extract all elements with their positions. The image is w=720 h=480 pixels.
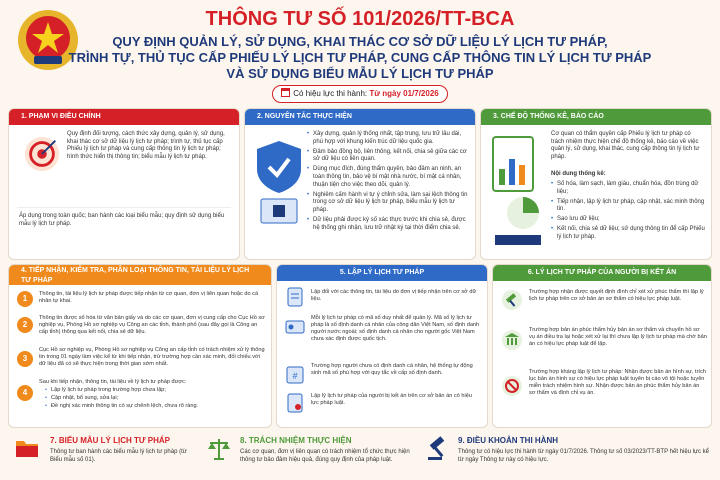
section-intake (8, 264, 272, 428)
step-number: 3 (17, 351, 33, 367)
section-principles (244, 108, 476, 260)
reporting-list (551, 181, 705, 244)
auto-code-icon (285, 365, 305, 385)
intake-row: Sau khi tiếp nhận, thông tin, tài liệu về lý lịch tư pháp được: (39, 379, 187, 385)
document-title: THÔNG TƯ SỐ 101/2026/TT-BCA (205, 8, 515, 30)
reporting-subtitle: Nội dung thống kê: (551, 171, 606, 177)
list-item: • Cập nhật, bổ sung, sửa lại; (45, 395, 265, 402)
record-row: Trường hợp người chưa có định danh cá nhân, hệ thống tự động sinh mã số phù hợp với quy tắc về cấp số định danh. (311, 363, 473, 376)
principles-list (307, 131, 471, 235)
footer-forms-title: 7. BIỂU MẪU LÝ LỊCH TƯ PHÁP (50, 436, 170, 445)
footer-enforcement-text: Thông tư có hiệu lực thi hành từ ngày 01/7/2026. Thông tư số 03/2023/TT-BTP hết hiệu lực kể từ ngày Thông tư này có hiệu lực. (458, 449, 710, 463)
subtitle-line: TRÌNH TỰ, THỦ TỤC CẤP PHIẾU LÝ LỊCH TƯ PHÁP, CUNG CẤP THÔNG TIN LÝ LỊCH TƯ PHÁP (68, 50, 652, 65)
section-reporting (480, 108, 712, 260)
step-number: 1 (17, 291, 33, 307)
footer-responsibility-text: Các cơ quan, đơn vị liên quan có trách nhiệm tổ chức thực hiện thông tư bảo đảm hiệu quả, đúng quy định của pháp luật. (240, 449, 410, 463)
section-scope-text-2: Áp dụng trong toàn quốc; ban hành các loại biểu mẫu; quy định sử dụng biểu mẫu lý lịch tư pháp. (19, 213, 225, 227)
list-item: • Dữ liệu phải được ký số xác thực trước khi chia sẻ, được hệ thống ghi nhận, lưu trữ nhật ký tại thời điểm chia sẻ. (307, 217, 471, 232)
effective-label: Có hiệu lực thi hành: (293, 89, 368, 98)
section-scope (8, 108, 240, 260)
list-item: • Xây dựng, quản lý thống nhất, tập trung, lưu trữ lâu dài, phù hợp với khung kiến trúc dữ liệu quốc gia. (307, 131, 471, 146)
section-principles-title: 2. NGUYÊN TẮC THỰC HIỆN (245, 109, 475, 125)
list-item: • Nghiêm cấm hành vi tự ý chỉnh sửa, làm sai lệch thông tin trong cơ sở dữ liệu lý lịch tư pháp, biểu mẫu lý lịch tư pháp. (307, 192, 471, 215)
footer-enforcement-title: 9. ĐIỀU KHOẢN THI HÀNH (458, 436, 559, 445)
document-icon (285, 287, 305, 307)
convicted-row: Trường hợp kháng lập lý lịch tư pháp: Nhận được bản án hình sự, trích lục bản án hình sự có hiệu lực pháp luật tuyên bị cáo vô tội hoặc tuyên miễn trách nhiệm hình sự. Nhận được bản án phúc thẩm hủy bản án sơ thẩm và đình chỉ vụ án. (529, 369, 706, 396)
convicted-row: Trường hợp bản án phúc thẩm hủy bản án sơ thẩm và chuyển hồ sơ vụ án điều tra lại hoặc xét xử lại thì chưa lập lý lịch tư pháp mà chờ bản án có hiệu lực pháp luật để lập. (529, 327, 707, 347)
list-item: • Dùng mục đích, đúng thẩm quyền, bảo đảm an ninh, an toàn thông tin, bảo vệ bí mật nhà nước, bí mật cá nhân, thuận tiện cho việc theo dõi, quản lý. (307, 166, 471, 189)
intake-row: Thông tin, tài liệu lý lịch tư pháp được tiếp nhận từ cơ quan, đơn vị liên quan hoặc do cá nhân tự khai. (39, 291, 259, 304)
intake-row: Thông tin được số hóa từ văn bản giấy và do các cơ quan, đơn vị cung cấp cho Cục Hồ sơ nghiệp vụ, Phòng Hồ sơ nghiệp vụ Công an các tỉnh, thành phố (sau đây gọi là Công an cấp tỉnh) thông qua kết nối, chia sẻ dữ liệu. (39, 315, 265, 335)
id-card-icon (285, 317, 305, 337)
section-convicted (492, 264, 712, 428)
divider (17, 207, 231, 208)
section-convicted-title: 6. LÝ LỊCH TƯ PHÁP CỦA NGƯỜI BỊ KẾT ÁN (493, 265, 711, 281)
document-subtitle (0, 34, 720, 82)
shield-lock-icon (251, 137, 307, 233)
gavel-icon (501, 289, 523, 311)
list-item: • Sao lưu dữ liệu; (551, 216, 705, 224)
step-number: 2 (17, 317, 33, 333)
header (0, 0, 720, 104)
step-number: 4 (17, 385, 33, 401)
no-record-icon (501, 375, 523, 397)
court-icon (501, 329, 523, 351)
convicted-row: Trường hợp nhận được quyết định đình chỉ xét xử phúc thẩm thì lập lý lịch tư pháp trên cơ sở bản án sơ thẩm có hiệu lực pháp luật. (529, 289, 704, 302)
section-scope-title: 1. PHẠM VI ĐIỀU CHỈNH (9, 109, 239, 125)
record-row: Lập đối với các thông tin, tài liệu do đơn vị tiếp nhận trên cơ sở dữ liệu. (311, 289, 477, 302)
target-icon (23, 135, 61, 173)
section-scope-text: Quy định đối tượng, cách thức xây dựng, quản lý, sử dụng, khai thác cơ sở dữ liệu lý lịch tư pháp; trình tự, thủ tục cấp Phiếu lý lịch tư pháp và cung cấp thông tin lý lịch tư pháp; hình thức hiển thị thông tin; biểu mẫu lý lịch tư pháp. (67, 131, 225, 160)
calendar-icon (281, 88, 290, 97)
list-item: • Kết nối, chia sẻ dữ liệu; sử dụng thông tin để cấp Phiếu lý lịch tư pháp. (551, 226, 705, 241)
subtitle-line: VÀ SỬ DỤNG BIỂU MẪU LÝ LỊCH TƯ PHÁP (226, 66, 494, 81)
intake-sublist (45, 387, 265, 411)
scales-icon (206, 436, 232, 462)
verdict-document-icon (285, 393, 305, 413)
record-row: Mỗi lý lịch tư pháp có mã số duy nhất để quản lý. Mã số lý lịch tư pháp là số định danh cá nhân của công dân Việt Nam, số định danh người nước ngoài; số định danh cá nhân cho người gốc Việt Nam chưa xác định được quốc tịch. (311, 315, 480, 342)
list-item: • Đảm bảo đồng bộ, liên thông, kết nối, chia sẻ giữa các cơ sở dữ liệu có liên quan. (307, 149, 471, 164)
list-item: • Số hóa, làm sạch, làm giàu, chuẩn hóa, đồn trùng dữ liệu; (551, 181, 705, 196)
footer-forms-text: Thông tư ban hành các biểu mẫu lý lịch tư pháp (từ Biểu mẫu số 01). (50, 449, 187, 463)
section-create-record-title: 5. LẬP LÝ LỊCH TƯ PHÁP (277, 265, 487, 281)
gavel-icon (424, 434, 452, 462)
record-row: Lập lý lịch tư pháp của người bị kết án trên cơ sở bản án có hiệu lực pháp luật. (311, 393, 472, 406)
section-create-record (276, 264, 488, 428)
list-item: • Đề nghị xác minh thông tin có sự chênh lệch, chưa rõ ràng. (45, 403, 265, 410)
effective-date: Từ ngày 01/7/2026 (369, 89, 439, 98)
section-reporting-title: 3. CHẾ ĐỘ THỐNG KÊ, BÁO CÁO (481, 109, 711, 125)
chart-report-icon (489, 135, 547, 251)
subtitle-line: QUY ĐỊNH QUẢN LÝ, SỬ DỤNG, KHAI THÁC CƠ SỞ DỮ LIỆU LÝ LỊCH TƯ PHÁP, (112, 34, 608, 49)
intake-row: Cục Hồ sơ nghiệp vụ, Phòng Hồ sơ nghiệp vụ Công an cấp tỉnh có trách nhiệm xử lý thông tin trong 01 ngày làm việc kể từ khi tiếp nhận, trừ trường hợp cần xác minh, đối chiếu với dữ liệu đã có sẽ thực hiện trong thời gian sớm nhất. (39, 347, 265, 367)
reporting-intro: Cơ quan có thẩm quyền cấp Phiếu lý lịch tư pháp có trách nhiệm thực hiện chế độ thống kê, báo cáo về việc quản lý, sử dụng, khai thác, cung cấp thông tin lý lịch tư pháp. (551, 131, 700, 160)
svg-text:#: # (292, 371, 298, 381)
list-item: • Lập lý lịch tư pháp trong trường hợp chưa lập; (45, 387, 265, 394)
effective-date-badge (272, 85, 448, 103)
list-item: • Tiếp nhận, lập lý lịch tư pháp, cập nhật, xác minh thông tin. (551, 199, 705, 214)
folder-icon (14, 436, 40, 460)
section-intake-title: 4. TIẾP NHẬN, KIỂM TRA, PHÂN LOẠI THÔNG TIN, TÀI LIỆU LÝ LỊCH TƯ PHÁP (9, 265, 271, 285)
footer-responsibility-title: 8. TRÁCH NHIỆM THỰC HIỆN (240, 436, 352, 445)
